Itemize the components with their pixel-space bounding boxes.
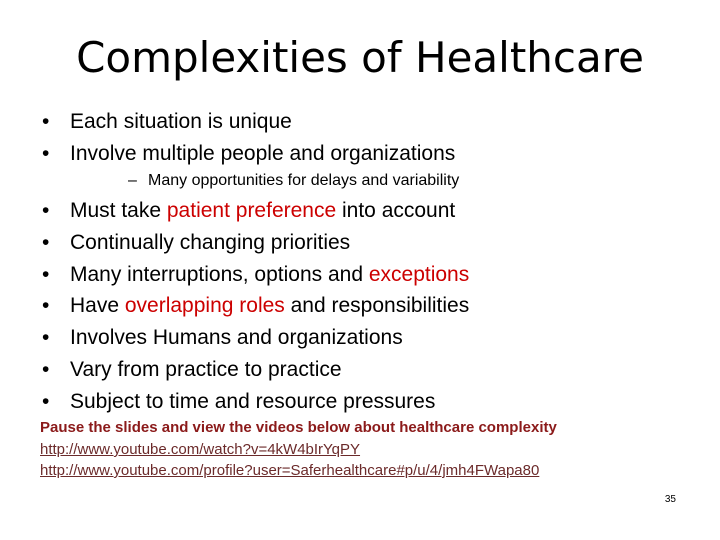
bullet-icon: • xyxy=(42,326,50,349)
bullet-icon: • xyxy=(42,110,50,133)
video-link[interactable]: http://www.youtube.com/profile?user=Saferhealthcare#p/u/4/jmh4FWapa80 xyxy=(40,462,540,479)
bullet-item xyxy=(28,196,455,226)
bullet-text: Each situation is unique xyxy=(70,110,292,133)
bullet-item xyxy=(28,323,403,353)
bullet-text: Have xyxy=(70,294,125,317)
bullet-text: Must take xyxy=(70,199,167,222)
bullet-icon: • xyxy=(42,358,50,381)
bullet-highlight: patient preference xyxy=(166,199,337,222)
bullet-icon: • xyxy=(42,294,50,317)
bullet-text: Involve multiple people and organizations xyxy=(70,142,456,165)
bullet-item xyxy=(28,291,469,321)
bullet-item xyxy=(28,260,469,290)
bullet-item xyxy=(28,355,342,385)
dash-icon: – xyxy=(128,172,137,189)
video-note: Pause the slides and view the videos below about healthcare complexity xyxy=(40,419,557,436)
slide-title: Complexities of Healthcare xyxy=(76,33,644,82)
bullet-icon: • xyxy=(42,199,50,222)
page-number: 35 xyxy=(664,494,676,505)
bullet-item xyxy=(28,107,292,137)
bullet-item xyxy=(28,228,350,258)
bullet-icon: • xyxy=(42,231,50,254)
bullet-text: Many interruptions, options and xyxy=(70,263,369,286)
bullet-text: Continually changing priorities xyxy=(70,231,351,254)
bullet-text: Vary from practice to practice xyxy=(70,358,342,381)
bullet-text-after: into account xyxy=(336,199,456,222)
bullet-item xyxy=(28,387,435,417)
bullet-text: Subject to time and resource pressures xyxy=(70,390,436,413)
bullet-highlight: overlapping roles xyxy=(124,294,285,317)
sub-bullet-item xyxy=(128,169,459,193)
bullet-icon: • xyxy=(42,390,50,413)
video-link[interactable]: http://www.youtube.com/watch?v=4kW4bIrYqPY xyxy=(40,441,361,458)
bullet-item xyxy=(28,139,455,169)
bullet-text-after: and responsibilities xyxy=(284,294,470,317)
sub-bullet-text: Many opportunities for delays and variability xyxy=(148,172,460,189)
bullet-icon: • xyxy=(42,142,50,165)
bullet-highlight: exceptions xyxy=(368,263,470,286)
bullet-text: Involves Humans and organizations xyxy=(70,326,403,349)
bullet-icon: • xyxy=(42,263,50,286)
